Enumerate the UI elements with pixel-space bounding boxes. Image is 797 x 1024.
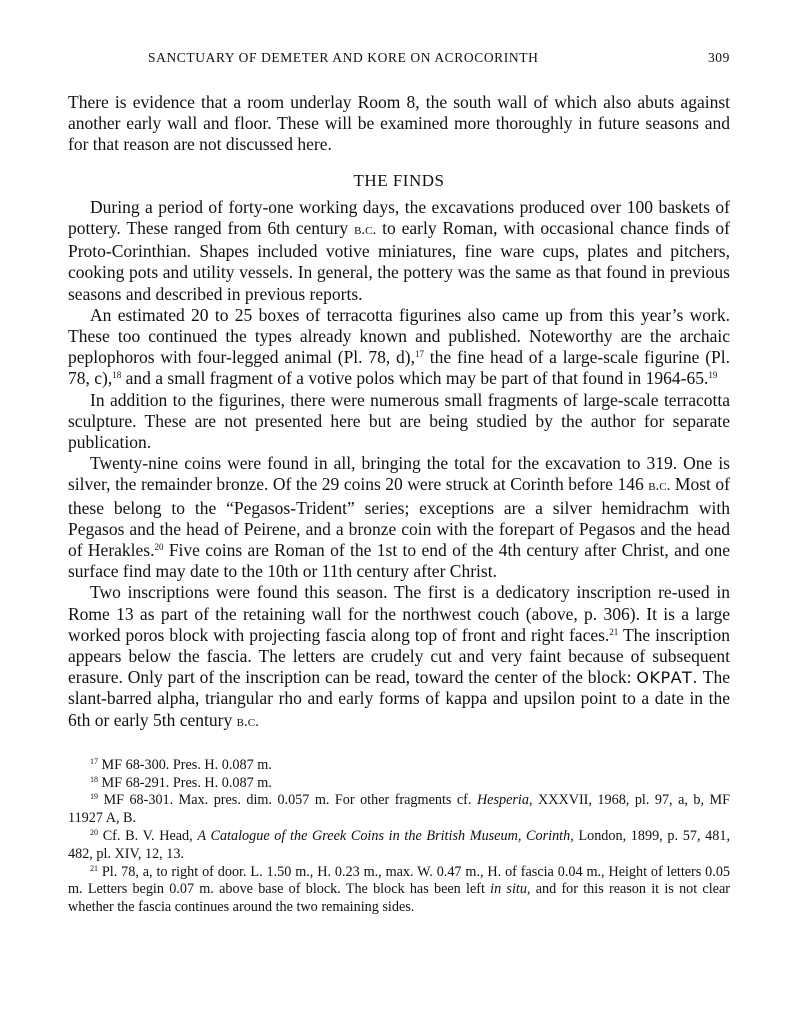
section-heading: THE FINDS [353,170,445,190]
sculpture-paragraph: In addition to the figurines, there were numerous small fragments of large-scale terracotta sculpture. These are not presented here but are being studied by the author for separate publication. [68,389,730,453]
text-span: During a period of forty-one working days, the excavations produced over 100 baskets of pottery. These ranged from 6th century [68,196,730,239]
footnote-ref-19[interactable]: 19 [708,370,718,381]
footnote-text: London, 1899, p. 57, 481, 482, pl. XIV, 12, 13. [68,828,731,862]
text-span: and a small fragment of a votive polos which may be part of that found in 1964-65. [121,368,709,389]
footnote-number: 20 [90,828,98,838]
footnote-ref-20[interactable]: 20 [154,542,164,553]
footnote-text: MF 68-300. Pres. H. 0.087 m. [101,756,272,773]
era-abbrev: b.c. [236,713,259,730]
era-abbrev: b.c. [354,222,377,239]
footnote-text: Cf. B. V. Head, [102,828,198,845]
era-abbrev: b.c. [648,478,671,495]
footnote-number: 19 [90,792,98,802]
main-text [68,92,730,733]
footnote-text: MF 68-301. Max. pres. dim. 0.057 m. For other fragments cf. [103,792,477,809]
inscriptions-paragraph [68,582,730,732]
footnote-number: 18 [90,774,98,784]
footnote-17 [68,757,730,775]
text-span: Most of these belong to the “Pegasos-Trident” series; exceptions are a silver hemidrachm with Pegasos and the head of Peirene, and a bronze coin with the forepart of Pegasos and the head of Herakles. [68,474,731,561]
footnote-20 [68,828,730,864]
latin-phrase: in situ, [490,881,531,898]
footnote-18 [68,775,730,793]
footnotes [68,757,730,917]
footnote-text: XXXVII, 1968, pl. 97, a, b, MF 11927 A, B. [68,792,731,827]
text-span: The slant-barred alpha, triangular rho and early forms of kappa and upsilon point to a date in the 6th or early 5th century [68,667,730,730]
book-title: A Catalogue of the Greek Coins in the British Museum, Corinth, [197,828,574,845]
footnote-21 [68,864,730,917]
text-span: Twenty-nine coins were found in all, bringing the total for the excavation to 319. One is silver, the remainder bronze. Of the 29 coins 20 were struck at Corinth before 146 [68,453,730,495]
footnote-text: and for this reason it is not clear whether the fascia continues around the two remaining sides. [68,881,730,916]
running-header [68,48,730,72]
text-span: Five coins are Roman of the 1st to end of the 4th century after Christ, and one surface find may date to the 10th or 11th century after Christ. [68,540,730,582]
footnote-ref-17[interactable]: 17 [414,349,424,360]
page [68,48,730,917]
footnote-number: 17 [90,756,98,766]
text-span: the fine head of a large-scale figurine (Pl. 78, c), [68,347,730,389]
footnote-text: Pl. 78, a, to right of door. L. 1.50 m., H. 0.23 m., max. W. 0.47 m., H. of fascia 0.04 m., Height of letters 0.05 m. Letters begin 0.07 m. above base of block. The block has been left [68,863,731,898]
text-span: Two inscriptions were found this season. The first is a dedicatory inscription re-used in Rome 13 as part of the retaining wall for the northwest couch (above, p. 306). It is a large worked poros block with projecting fascia along top of front and right faces. [68,582,730,645]
intro-paragraph: There is evidence that a room underlay Room 8, the south wall of which also abuts against another early wall and floor. These will be examined more thoroughly in future seasons and for that reason are not discussed here. [68,92,730,155]
greek-inscription: ΟΚΡΑΤ. [636,668,698,688]
page-number: 309 [707,50,730,65]
running-title: SANCTUARY OF DEMETER AND KORE ON ACROCORINTH [148,50,539,65]
footnote-ref-21[interactable]: 21 [609,626,619,637]
journal-title: Hesperia, [476,792,533,809]
text-span: An estimated 20 to 25 boxes of terracotta figurines also came up from this year’s work. These too continued the types already known and published. Noteworthy are the archaic peplophoros with four-legged animal (Pl. 78, d), [68,304,730,368]
coins-paragraph [68,453,730,582]
text-span: to early Roman, with occasional chance finds of Proto-Corinthian. Shapes included votive miniatures, fine ware cups, plates and pitchers, cooking pots and utility vessels. In general, the pottery was the same as that found in previous seasons and described in previous reports. [68,218,730,304]
pottery-paragraph [68,197,730,305]
footnote-19 [68,792,730,828]
text-span: The inscription appears below the fascia. The letters are crudely cut and very faint because of subsequent erasure. Only part of the inscription can be read, toward the center of the block: [68,624,730,688]
footnote-number: 21 [90,863,98,873]
footnote-ref-18[interactable]: 18 [112,370,122,381]
figurines-paragraph [68,305,730,390]
footnote-text: MF 68-291. Pres. H. 0.087 m. [101,774,272,791]
